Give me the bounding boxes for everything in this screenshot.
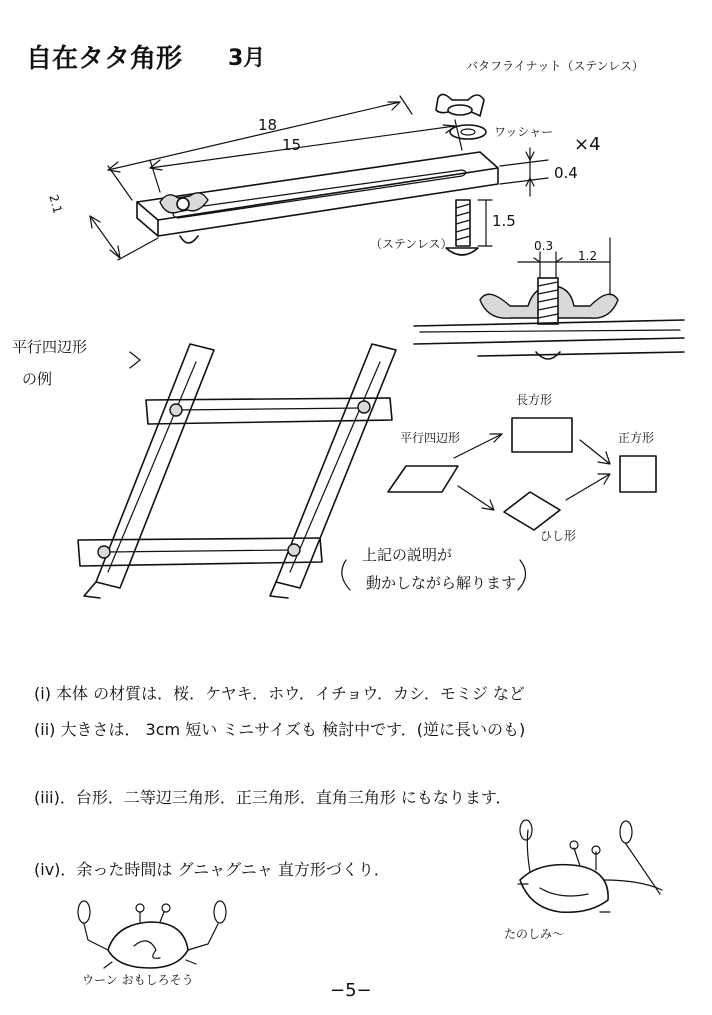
dim-18: 18 (258, 116, 278, 134)
wingnut-label: バタフライナット（ステンレス） (466, 59, 644, 73)
shape-rectangle-label: 長方形 (516, 393, 553, 407)
shape-square-label: 正方形 (618, 431, 655, 445)
note-item: (iii)．台形．二等辺三角形．正三角形．直角三角形 にもなります． (34, 788, 512, 807)
example-label-1: 平行四辺形 (12, 338, 88, 356)
dim-width: 2.1 (46, 192, 65, 216)
dim-thickness: 0.4 (554, 164, 578, 182)
shape-parallelogram-label: 平行四辺形 (400, 431, 461, 445)
example-label-2: の例 (22, 370, 53, 388)
caption-line-1: 上記の説明が (362, 546, 453, 564)
frame-example (78, 344, 396, 598)
page-month: 3月 (228, 46, 266, 71)
crab-right-caption: たのしみ〜 (504, 927, 565, 941)
quantity-label: ×4 (574, 134, 601, 155)
crab-left-caption: ウーン おもしろそう (82, 973, 194, 987)
note-item: (iv)．余った時間は グニャグニャ 直方形づくり． (34, 860, 390, 879)
note-item: (i) 本体 の材質は．桜．ケヤキ．ホウ．イチョウ．カシ．モミジ など (34, 684, 525, 703)
crab-left (78, 901, 226, 968)
shape-rhombus-label: ひし形 (540, 529, 577, 543)
crab-right (518, 820, 662, 912)
page-title: 自在タタ角形 (26, 44, 183, 74)
page-number: −5− (330, 980, 372, 1001)
note-item: (ii) 大きさは． 3cm 短い ミニサイズも 検討中です．(逆に長いのも) (34, 720, 526, 739)
washer-label: ワッシャー (494, 125, 554, 139)
dim-03: 0.3 (534, 239, 554, 253)
bolt-material: （ステンレス） (370, 237, 453, 251)
dim-12: 1.2 (578, 249, 598, 263)
dim-bolt: 1.5 (492, 212, 516, 230)
dim-15: 15 (282, 136, 302, 154)
bar-part-drawing (90, 96, 548, 260)
wingnut-detail (414, 238, 684, 359)
caption-line-2: 動かしながら解ります (366, 574, 517, 592)
shape-transform-diagram (342, 418, 656, 590)
